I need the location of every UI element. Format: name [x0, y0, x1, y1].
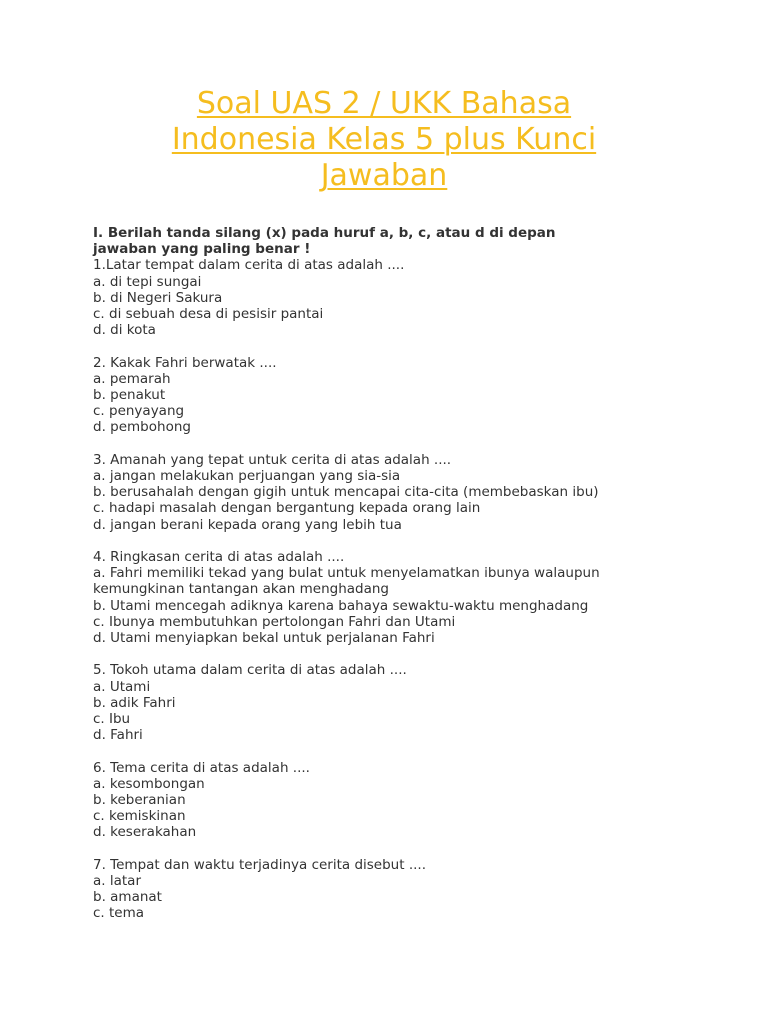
- answer-option: d. di kota: [93, 322, 156, 339]
- answer-option: b. amanat: [93, 889, 162, 906]
- answer-option: b. Utami mencegah adiknya karena bahaya sewaktu-waktu menghadang: [93, 597, 589, 614]
- answer-option: c. Ibu: [93, 711, 131, 728]
- answer-option: a. Utami: [93, 678, 151, 695]
- answer-option: b. di Negeri Sakura: [93, 289, 223, 306]
- question-7: [93, 857, 693, 922]
- title-line: Jawaban: [320, 158, 448, 193]
- question-1: [93, 257, 693, 338]
- answer-option: d. keserakahan: [93, 824, 197, 841]
- answer-option: b. adik Fahri: [93, 694, 176, 711]
- instruction-text: [93, 225, 693, 257]
- title-line: Soal UAS 2 / UKK Bahasa: [196, 86, 572, 121]
- answer-option: b. berusahalah dengan gigih untuk mencapai cita-cita (membebaskan ibu): [93, 484, 599, 501]
- question-4: [93, 549, 693, 646]
- answer-option: a. di tepi sungai: [93, 273, 202, 290]
- answer-option: c. hadapi masalah dengan bergantung kepada orang lain: [93, 500, 481, 517]
- answer-option: d. Fahri: [93, 727, 143, 744]
- question-2: [93, 355, 693, 436]
- document-body: [93, 225, 693, 922]
- answer-option: d. pembohong: [93, 419, 191, 436]
- document-title: [92, 86, 676, 194]
- question-text: 3. Amanah yang tepat untuk cerita di atas adalah ....: [93, 451, 452, 468]
- answer-option: d. Utami menyiapkan bekal untuk perjalanan Fahri: [93, 630, 435, 647]
- question-text: 6. Tema cerita di atas adalah ....: [93, 759, 310, 776]
- question-6: [93, 760, 693, 841]
- answer-option: c. penyayang: [93, 403, 185, 420]
- question-text: 4. Ringkasan cerita di atas adalah ....: [93, 549, 345, 566]
- answer-option: c. kemiskinan: [93, 808, 186, 825]
- answer-option: c. Ibunya membutuhkan pertolongan Fahri dan Utami: [93, 613, 456, 630]
- instruction-line: jawaban yang paling benar !: [93, 241, 311, 258]
- title-line: Indonesia Kelas 5 plus Kunci: [171, 122, 597, 157]
- question-5: [93, 662, 693, 743]
- answer-option: a. latar: [93, 873, 141, 890]
- answer-option: a. kesombongan: [93, 775, 205, 792]
- answer-option: a. Fahri memiliki tekad yang bulat untuk menyelamatkan ibunya walaupun: [93, 565, 600, 582]
- answer-option: kemungkinan tantangan akan menghadang: [93, 581, 390, 598]
- answer-option: d. jangan berani kepada orang yang lebih tua: [93, 516, 402, 533]
- question-text: 5. Tokoh utama dalam cerita di atas adalah ....: [93, 662, 407, 679]
- answer-option: b. keberanian: [93, 792, 186, 809]
- answer-option: a. jangan melakukan perjuangan yang sia-sia: [93, 468, 401, 485]
- instruction-line: I. Berilah tanda silang (x) pada huruf a, b, c, atau d di depan: [93, 225, 556, 241]
- answer-option: c. tema: [93, 905, 145, 922]
- question-list: [93, 257, 693, 921]
- question-text: 1.Latar tempat dalam cerita di atas adalah ....: [93, 257, 405, 274]
- question-text: 7. Tempat dan waktu terjadinya cerita disebut ....: [93, 856, 426, 873]
- answer-option: b. penakut: [93, 387, 166, 404]
- question-text: 2. Kakak Fahri berwatak ....: [93, 354, 277, 371]
- answer-option: a. pemarah: [93, 370, 171, 387]
- answer-option: c. di sebuah desa di pesisir pantai: [93, 306, 324, 323]
- question-3: [93, 452, 693, 533]
